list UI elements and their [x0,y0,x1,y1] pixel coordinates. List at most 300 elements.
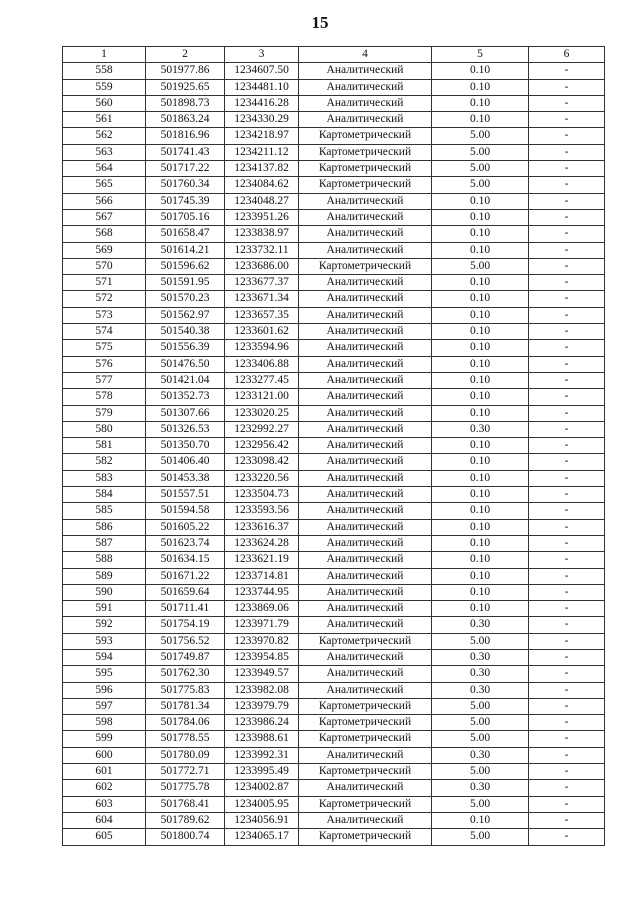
x-coordinate-cell: 501745.39 [146,193,225,209]
x-coordinate-cell: 501749.87 [146,649,225,665]
note-cell: - [529,617,605,633]
accuracy-cell: 5.00 [432,177,529,193]
y-coordinate-cell: 1233995.49 [225,764,299,780]
accuracy-cell: 5.00 [432,764,529,780]
table-row [63,552,605,568]
method-cell: Аналитический [299,568,432,584]
method-cell: Аналитический [299,601,432,617]
method-cell: Картометрический [299,161,432,177]
note-cell: - [529,812,605,828]
table-row [63,79,605,95]
point-number-cell: 565 [63,177,146,193]
accuracy-cell: 0.10 [432,95,529,111]
method-cell: Аналитический [299,519,432,535]
note-cell: - [529,829,605,845]
method-cell: Аналитический [299,209,432,225]
x-coordinate-cell: 501784.06 [146,715,225,731]
x-coordinate-cell: 501768.41 [146,796,225,812]
table-row [63,747,605,763]
table-row [63,112,605,128]
table-row [63,275,605,291]
y-coordinate-cell: 1233624.28 [225,535,299,551]
table-row [63,177,605,193]
y-coordinate-cell: 1233677.37 [225,275,299,291]
method-cell: Аналитический [299,112,432,128]
x-coordinate-cell: 501570.23 [146,291,225,307]
method-cell: Аналитический [299,242,432,258]
method-cell: Аналитический [299,95,432,111]
note-cell: - [529,552,605,568]
note-cell: - [529,144,605,160]
note-cell: - [529,666,605,682]
method-cell: Аналитический [299,324,432,340]
point-number-cell: 558 [63,63,146,79]
y-coordinate-cell: 1234481.10 [225,79,299,95]
y-coordinate-cell: 1233621.19 [225,552,299,568]
y-coordinate-cell: 1233504.73 [225,487,299,503]
method-cell: Картометрический [299,715,432,731]
note-cell: - [529,421,605,437]
note-cell: - [529,79,605,95]
table-row [63,454,605,470]
table-row [63,242,605,258]
x-coordinate-cell: 501307.66 [146,405,225,421]
method-cell: Аналитический [299,617,432,633]
table-row [63,340,605,356]
point-number-cell: 581 [63,438,146,454]
x-coordinate-cell: 501781.34 [146,698,225,714]
point-number-cell: 572 [63,291,146,307]
note-cell: - [529,470,605,486]
note-cell: - [529,291,605,307]
method-cell: Аналитический [299,454,432,470]
accuracy-cell: 0.10 [432,112,529,128]
point-number-cell: 602 [63,780,146,796]
accuracy-cell: 0.30 [432,747,529,763]
point-number-cell: 599 [63,731,146,747]
point-number-cell: 589 [63,568,146,584]
y-coordinate-cell: 1232956.42 [225,438,299,454]
table-row [63,161,605,177]
method-cell: Аналитический [299,470,432,486]
point-number-cell: 562 [63,128,146,144]
note-cell: - [529,715,605,731]
point-number-cell: 578 [63,389,146,405]
accuracy-cell: 0.10 [432,568,529,584]
table-row [63,487,605,503]
x-coordinate-cell: 501775.83 [146,682,225,698]
y-coordinate-cell: 1233714.81 [225,568,299,584]
accuracy-cell: 5.00 [432,715,529,731]
note-cell: - [529,454,605,470]
y-coordinate-cell: 1233594.96 [225,340,299,356]
point-number-cell: 600 [63,747,146,763]
method-cell: Картометрический [299,698,432,714]
table-row [63,226,605,242]
table-row [63,209,605,225]
point-number-cell: 595 [63,666,146,682]
accuracy-cell: 0.30 [432,421,529,437]
note-cell: - [529,389,605,405]
accuracy-cell: 0.10 [432,454,529,470]
point-number-cell: 601 [63,764,146,780]
y-coordinate-cell: 1233979.79 [225,698,299,714]
table-row [63,470,605,486]
accuracy-cell: 0.10 [432,438,529,454]
table-body [63,63,605,845]
note-cell: - [529,568,605,584]
x-coordinate-cell: 501658.47 [146,226,225,242]
accuracy-cell: 0.30 [432,780,529,796]
method-cell: Аналитический [299,682,432,698]
accuracy-cell: 0.30 [432,617,529,633]
x-coordinate-cell: 501562.97 [146,307,225,323]
x-coordinate-cell: 501476.50 [146,356,225,372]
y-coordinate-cell: 1234330.29 [225,112,299,128]
x-coordinate-cell: 501762.30 [146,666,225,682]
note-cell: - [529,405,605,421]
x-coordinate-cell: 501326.53 [146,421,225,437]
method-cell: Картометрический [299,731,432,747]
y-coordinate-cell: 1233121.00 [225,389,299,405]
method-cell: Аналитический [299,747,432,763]
y-coordinate-cell: 1234002.87 [225,780,299,796]
note-cell: - [529,340,605,356]
column-header: 2 [146,47,225,63]
point-number-cell: 603 [63,796,146,812]
column-header: 5 [432,47,529,63]
note-cell: - [529,63,605,79]
point-number-cell: 592 [63,617,146,633]
method-cell: Аналитический [299,780,432,796]
y-coordinate-cell: 1234416.28 [225,95,299,111]
x-coordinate-cell: 501705.16 [146,209,225,225]
x-coordinate-cell: 501614.21 [146,242,225,258]
note-cell: - [529,193,605,209]
accuracy-cell: 0.30 [432,682,529,698]
table-row [63,291,605,307]
note-cell: - [529,226,605,242]
point-number-cell: 598 [63,715,146,731]
accuracy-cell: 5.00 [432,633,529,649]
point-number-cell: 585 [63,503,146,519]
table-row [63,258,605,274]
y-coordinate-cell: 1234065.17 [225,829,299,845]
table-row [63,796,605,812]
note-cell: - [529,487,605,503]
x-coordinate-cell: 501634.15 [146,552,225,568]
method-cell: Аналитический [299,79,432,95]
note-cell: - [529,519,605,535]
x-coordinate-cell: 501591.95 [146,275,225,291]
accuracy-cell: 5.00 [432,161,529,177]
table-row [63,405,605,421]
method-cell: Картометрический [299,128,432,144]
x-coordinate-cell: 501925.65 [146,79,225,95]
method-cell: Аналитический [299,405,432,421]
note-cell: - [529,438,605,454]
point-number-cell: 588 [63,552,146,568]
note-cell: - [529,177,605,193]
table-row [63,438,605,454]
method-cell: Аналитический [299,649,432,665]
y-coordinate-cell: 1233869.06 [225,601,299,617]
note-cell: - [529,764,605,780]
point-number-cell: 591 [63,601,146,617]
point-number-cell: 587 [63,535,146,551]
x-coordinate-cell: 501898.73 [146,95,225,111]
point-number-cell: 574 [63,324,146,340]
method-cell: Аналитический [299,307,432,323]
x-coordinate-cell: 501778.55 [146,731,225,747]
accuracy-cell: 0.30 [432,666,529,682]
point-number-cell: 569 [63,242,146,258]
y-coordinate-cell: 1233986.24 [225,715,299,731]
method-cell: Картометрический [299,796,432,812]
point-number-cell: 594 [63,649,146,665]
method-cell: Аналитический [299,291,432,307]
accuracy-cell: 0.10 [432,291,529,307]
y-coordinate-cell: 1233657.35 [225,307,299,323]
point-number-cell: 561 [63,112,146,128]
x-coordinate-cell: 501557.51 [146,487,225,503]
note-cell: - [529,242,605,258]
table-row [63,601,605,617]
method-cell: Аналитический [299,226,432,242]
accuracy-cell: 5.00 [432,731,529,747]
y-coordinate-cell: 1233954.85 [225,649,299,665]
y-coordinate-cell: 1233220.56 [225,470,299,486]
point-number-cell: 567 [63,209,146,225]
accuracy-cell: 0.10 [432,519,529,535]
table-row [63,519,605,535]
x-coordinate-cell: 501816.96 [146,128,225,144]
accuracy-cell: 5.00 [432,258,529,274]
note-cell: - [529,503,605,519]
point-number-cell: 583 [63,470,146,486]
point-number-cell: 584 [63,487,146,503]
y-coordinate-cell: 1234137.82 [225,161,299,177]
y-coordinate-cell: 1233277.45 [225,372,299,388]
note-cell: - [529,682,605,698]
x-coordinate-cell: 501863.24 [146,112,225,128]
note-cell: - [529,324,605,340]
point-number-cell: 596 [63,682,146,698]
table-row [63,372,605,388]
table-row [63,584,605,600]
x-coordinate-cell: 501556.39 [146,340,225,356]
accuracy-cell: 0.10 [432,356,529,372]
x-coordinate-cell: 501453.38 [146,470,225,486]
table-row [63,535,605,551]
x-coordinate-cell: 501594.58 [146,503,225,519]
point-number-cell: 568 [63,226,146,242]
accuracy-cell: 0.10 [432,63,529,79]
method-cell: Аналитический [299,552,432,568]
table-row [63,731,605,747]
x-coordinate-cell: 501659.64 [146,584,225,600]
accuracy-cell: 0.10 [432,209,529,225]
note-cell: - [529,796,605,812]
y-coordinate-cell: 1233732.11 [225,242,299,258]
table-row [63,568,605,584]
table-row [63,144,605,160]
accuracy-cell: 5.00 [432,144,529,160]
y-coordinate-cell: 1234084.62 [225,177,299,193]
point-number-cell: 573 [63,307,146,323]
y-coordinate-cell: 1233098.42 [225,454,299,470]
note-cell: - [529,747,605,763]
accuracy-cell: 0.10 [432,193,529,209]
x-coordinate-cell: 501623.74 [146,535,225,551]
table-row [63,649,605,665]
method-cell: Аналитический [299,487,432,503]
method-cell: Аналитический [299,63,432,79]
table-row [63,95,605,111]
note-cell: - [529,275,605,291]
y-coordinate-cell: 1233982.08 [225,682,299,698]
y-coordinate-cell: 1234048.27 [225,193,299,209]
x-coordinate-cell: 501671.22 [146,568,225,584]
point-number-cell: 582 [63,454,146,470]
x-coordinate-cell: 501789.62 [146,812,225,828]
x-coordinate-cell: 501977.86 [146,63,225,79]
x-coordinate-cell: 501352.73 [146,389,225,405]
y-coordinate-cell: 1233988.61 [225,731,299,747]
y-coordinate-cell: 1234005.95 [225,796,299,812]
table-row [63,698,605,714]
table-row [63,503,605,519]
point-number-cell: 593 [63,633,146,649]
accuracy-cell: 0.30 [432,649,529,665]
accuracy-cell: 0.10 [432,340,529,356]
x-coordinate-cell: 501754.19 [146,617,225,633]
accuracy-cell: 0.10 [432,307,529,323]
x-coordinate-cell: 501406.40 [146,454,225,470]
method-cell: Картометрический [299,764,432,780]
accuracy-cell: 5.00 [432,796,529,812]
note-cell: - [529,95,605,111]
table-header-row [63,47,605,63]
accuracy-cell: 0.10 [432,470,529,486]
accuracy-cell: 5.00 [432,829,529,845]
method-cell: Аналитический [299,275,432,291]
accuracy-cell: 0.10 [432,503,529,519]
y-coordinate-cell: 1233970.82 [225,633,299,649]
table-row [63,633,605,649]
table-row [63,829,605,845]
method-cell: Аналитический [299,193,432,209]
note-cell: - [529,731,605,747]
accuracy-cell: 0.10 [432,535,529,551]
accuracy-cell: 5.00 [432,698,529,714]
accuracy-cell: 0.10 [432,372,529,388]
note-cell: - [529,535,605,551]
x-coordinate-cell: 501780.09 [146,747,225,763]
method-cell: Аналитический [299,421,432,437]
x-coordinate-cell: 501756.52 [146,633,225,649]
y-coordinate-cell: 1233951.26 [225,209,299,225]
accuracy-cell: 0.10 [432,584,529,600]
note-cell: - [529,649,605,665]
method-cell: Аналитический [299,666,432,682]
note-cell: - [529,209,605,225]
y-coordinate-cell: 1233616.37 [225,519,299,535]
accuracy-cell: 0.10 [432,242,529,258]
x-coordinate-cell: 501596.62 [146,258,225,274]
method-cell: Аналитический [299,389,432,405]
y-coordinate-cell: 1232992.27 [225,421,299,437]
point-number-cell: 605 [63,829,146,845]
x-coordinate-cell: 501741.43 [146,144,225,160]
table-row [63,128,605,144]
page-number: 15 [311,13,329,32]
column-header: 4 [299,47,432,63]
method-cell: Аналитический [299,356,432,372]
y-coordinate-cell: 1234056.91 [225,812,299,828]
point-number-cell: 590 [63,584,146,600]
accuracy-cell: 0.10 [432,552,529,568]
point-number-cell: 564 [63,161,146,177]
table-row [63,715,605,731]
point-number-cell: 597 [63,698,146,714]
table-row [63,617,605,633]
x-coordinate-cell: 501421.04 [146,372,225,388]
point-number-cell: 577 [63,372,146,388]
table-row [63,764,605,780]
x-coordinate-cell: 501717.22 [146,161,225,177]
point-number-cell: 575 [63,340,146,356]
accuracy-cell: 0.10 [432,601,529,617]
method-cell: Аналитический [299,503,432,519]
table-row [63,666,605,682]
method-cell: Аналитический [299,340,432,356]
point-number-cell: 570 [63,258,146,274]
method-cell: Картометрический [299,144,432,160]
note-cell: - [529,698,605,714]
y-coordinate-cell: 1233838.97 [225,226,299,242]
accuracy-cell: 0.10 [432,79,529,95]
point-number-cell: 560 [63,95,146,111]
column-header: 6 [529,47,605,63]
table-row [63,193,605,209]
x-coordinate-cell: 501775.78 [146,780,225,796]
method-cell: Аналитический [299,438,432,454]
x-coordinate-cell: 501772.71 [146,764,225,780]
note-cell: - [529,356,605,372]
note-cell: - [529,307,605,323]
point-number-cell: 586 [63,519,146,535]
x-coordinate-cell: 501711.41 [146,601,225,617]
x-coordinate-cell: 501350.70 [146,438,225,454]
method-cell: Аналитический [299,535,432,551]
y-coordinate-cell: 1233593.56 [225,503,299,519]
x-coordinate-cell: 501540.38 [146,324,225,340]
accuracy-cell: 0.10 [432,389,529,405]
y-coordinate-cell: 1233020.25 [225,405,299,421]
y-coordinate-cell: 1234218.97 [225,128,299,144]
point-number-cell: 580 [63,421,146,437]
y-coordinate-cell: 1233949.57 [225,666,299,682]
method-cell: Картометрический [299,633,432,649]
accuracy-cell: 0.10 [432,275,529,291]
y-coordinate-cell: 1234211.12 [225,144,299,160]
note-cell: - [529,112,605,128]
note-cell: - [529,780,605,796]
table-row [63,389,605,405]
table-row [63,324,605,340]
point-number-cell: 604 [63,812,146,828]
